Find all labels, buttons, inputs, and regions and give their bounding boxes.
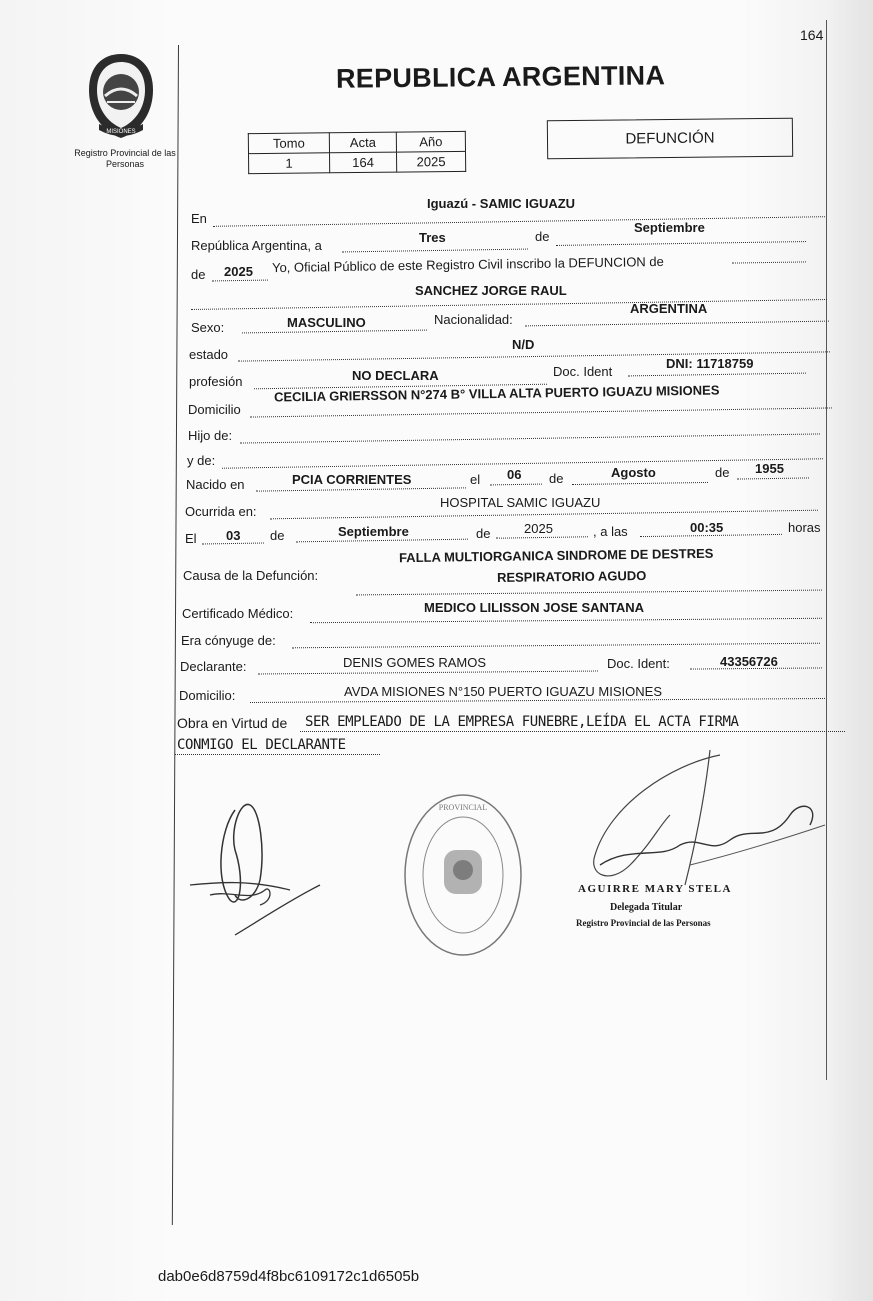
firma-cargo: Delegada Titular [610, 902, 683, 913]
document-hash: dab0e6d8759d4f8bc6109172c1d6505b [158, 1268, 420, 1285]
lugar-value: Iguazú - SAMIC IGUAZU [427, 196, 576, 211]
declarante-label: Declarante: [180, 659, 247, 674]
doc-ident-2-label: Doc. Ident: [607, 656, 670, 671]
el-label: el [470, 472, 481, 487]
domicilio-2-value: AVDA MISIONES N°150 PUERTO IGUAZU MISIONES [344, 684, 662, 699]
nac-de-label-2: de [715, 465, 730, 480]
oficial-signature [570, 745, 830, 895]
causa-line-1: FALLA MULTIORGANICA SINDROME DE DESTRES [398, 545, 714, 566]
firma-nombre: AGUIRRE MARY STELA [578, 883, 732, 895]
dia-value: Tres [419, 230, 446, 245]
registro-stamp-seal [398, 790, 528, 970]
def-de-label-2: de [476, 526, 491, 541]
doc-ident-2-value: 43356726 [720, 654, 778, 669]
declarante-value: DENIS GOMES RAMOS [343, 655, 487, 670]
domicilio-value: CECILIA GRIERSSON N°274 B° VILLA ALTA PUERTO IGUAZU MISIONES [273, 382, 720, 405]
nombre-fallecido: SANCHEZ JORGE RAUL [415, 283, 567, 298]
svg-text:PROVINCIAL: PROVINCIAL [438, 803, 488, 812]
declarante-signature [180, 790, 330, 940]
document-title: REPUBLICA ARGENTINA [335, 60, 666, 94]
tomo-acta-table [248, 131, 466, 174]
certificado-label: Certificado Médico: [182, 606, 294, 621]
obra-line-1: SER EMPLEADO DE LA EMPRESA FUNEBRE,LEÍDA EL ACTA FIRMA [305, 714, 739, 730]
republica-label: República Argentina, a [191, 238, 322, 253]
tomo-value: 1 [249, 153, 330, 174]
profesion-label: profesión [189, 374, 243, 389]
certificado-value: MEDICO LILISSON JOSE SANTANA [424, 600, 645, 615]
anio-value: 2025 [396, 151, 465, 172]
causa-label: Causa de la Defunción: [183, 568, 319, 583]
en-label: En [191, 211, 207, 226]
estado-value: N/D [512, 337, 535, 352]
page-number: 164 [800, 27, 824, 43]
domicilio-2-label: Domicilio: [179, 688, 236, 703]
de-label-2: de [191, 267, 206, 282]
acta-value: 164 [330, 152, 397, 173]
anio-value: 2025 [224, 264, 253, 279]
de-label-1: de [535, 229, 550, 244]
nacido-value: PCIA CORRIENTES [292, 472, 412, 487]
nac-anio-value: 1955 [755, 461, 784, 476]
domicilio-label: Domicilio [188, 402, 241, 417]
el-label-2: El [185, 531, 197, 546]
registro-label: Registro Provincial de las Personas [74, 148, 176, 169]
nacionalidad-value: ARGENTINA [630, 301, 708, 316]
hijo-de-label: Hijo de: [188, 428, 233, 443]
nac-mes-value: Agosto [611, 465, 656, 480]
def-anio-value: 2025 [524, 521, 553, 536]
sexo-label: Sexo: [191, 320, 225, 335]
svg-text:MISIONES: MISIONES [106, 129, 136, 135]
page-shadow [825, 0, 873, 1301]
profesion-value: NO DECLARA [352, 368, 439, 383]
provincia-misiones-seal-icon [85, 52, 157, 140]
tipo-acta-box: DEFUNCIÓN [547, 118, 793, 160]
y-de-label: y de: [187, 453, 216, 468]
doc-ident-label: Doc. Ident [553, 364, 613, 379]
acta-header: Acta [329, 132, 396, 153]
obra-line-2: CONMIGO EL DECLARANTE [177, 737, 346, 753]
ocurrida-en-label: Ocurrida en: [185, 504, 257, 519]
nacionalidad-label: Nacionalidad: [434, 312, 513, 327]
causa-line-2: RESPIRATORIO AGUDO [496, 567, 647, 586]
tomo-header: Tomo [248, 133, 329, 154]
sexo-value: MASCULINO [287, 315, 366, 330]
conyuge-label: Era cónyuge de: [181, 633, 276, 648]
horas-label: horas [788, 520, 821, 535]
def-dia-value: 03 [226, 528, 241, 543]
def-de-label-1: de [270, 528, 285, 543]
yo-text: Yo, Oficial Público de este Registro Civil inscribo la DEFUNCION de [271, 253, 664, 276]
mes-value: Septiembre [634, 220, 705, 235]
def-mes-value: Septiembre [338, 524, 409, 539]
nac-dia-value: 06 [507, 467, 522, 482]
anio-header: Año [396, 131, 465, 152]
ocurrida-value: HOSPITAL SAMIC IGUAZU [440, 495, 601, 510]
obra-label: Obra en Virtud de [177, 715, 288, 731]
a-las-label: , a las [593, 524, 628, 539]
firma-registro: Registro Provincial de las Personas [576, 918, 711, 928]
right-border-line [826, 20, 827, 1080]
nacido-en-label: Nacido en [186, 477, 245, 492]
nac-de-label-1: de [549, 471, 564, 486]
hora-value: 00:35 [690, 520, 724, 535]
estado-label: estado [189, 347, 229, 362]
dni-value: DNI: 11718759 [666, 356, 754, 371]
